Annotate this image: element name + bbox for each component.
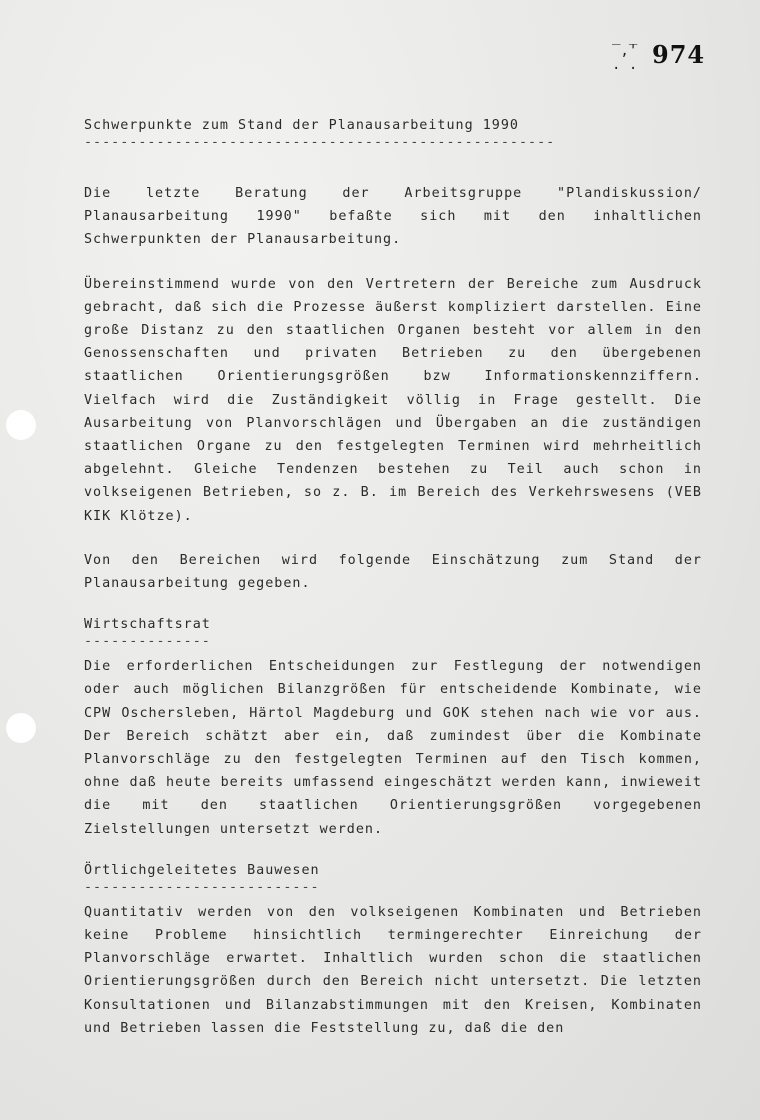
assessment-paragraph: Von den Bereichen wird folgende Einschätzung zum Stand der Planausarbeitung gegeben.	[84, 552, 702, 592]
title-underline: ----------------------------------------------------	[84, 136, 556, 150]
consensus-paragraph: Übereinstimmend wurde von den Vertretern der Bereiche zum Ausdruck gebracht, daß sich die Prozesse äußerst kompliziert darstellen. Eine große Distanz zu den staatlichen Organen besteht vor allem in den Genossenschaften und privaten Betrieben zu den übergebenen staatlichen Orientierungsgrößen bzw Informationskennziffern. Vielfach wird die Zuständigkeit völlig in Frage gestellt. Die Ausarbeitung von Planvorschlägen und Übergaben an die zuständigen staatlichen Organe zu den festgelegten Terminen wird mehrheitlich abgelehnt. Gleiche Tendenzen bestehen zu Teil auch schon in volkseigenen Betrieben, so z. B. im Bereich des Verkehrswesens (VEB KIK Klötze).	[84, 276, 702, 524]
section-title-bauwesen: Örtlichgeleitetes Bauwesen	[84, 862, 320, 878]
page-number: 974	[652, 40, 706, 69]
document-body	[84, 116, 702, 1040]
document-title: Schwerpunkte zum Stand der Planausarbeitung 1990	[84, 118, 519, 133]
section-text-wirtschaftsrat: Die erforderlichen Entscheidungen zur Festlegung der notwendigen oder auch möglichen Bilanzgrößen für entscheidende Kombinate, wie CPW Oschersleben, Härtol Magdeburg und GOK stehen nach wie vor aus. Der Bereich schätzt aber ein, daß zumindest über die Kombinate Planvorschläge zu den festgelegten Terminen auf den Tisch kommen, ohne daß heute bereits umfassend eingeschätzt werden kann, inwieweit die mit den staatlichen Orientierungsgrößen vorgegebenen Zielstellungen untersetzt werden.	[84, 659, 702, 837]
intro-paragraph: Die letzte Beratung der Arbeitsgruppe "Plandiskussion/ Planausarbeitung 1990" befaßte sich mit den inhaltlichen Schwerpunkten der Planausarbeitung.	[84, 186, 702, 248]
punch-hole	[6, 410, 36, 440]
corner-marks: _ _ ,' . .	[612, 29, 638, 73]
section-underline: --------------------------	[84, 880, 320, 895]
punch-hole	[6, 713, 36, 743]
section-title-wirtschaftsrat: Wirtschaftsrat	[84, 617, 211, 633]
section-text-bauwesen: Quantitativ werden von den volkseigenen Kombinaten und Betrieben keine Probleme hinsichtlich termingerechter Einreichung der Planvorschläge erwartet. Inhaltlich wurden schon die staatlichen Orientierungsgrößen durch den Bereich nicht untersetzt. Die letzten Konsultationen und Bilanzabstimmungen mit den Kreisen, Kombinaten und Betrieben lassen die Feststellung zu, daß die den	[84, 904, 702, 1036]
section-underline: --------------	[84, 635, 211, 650]
